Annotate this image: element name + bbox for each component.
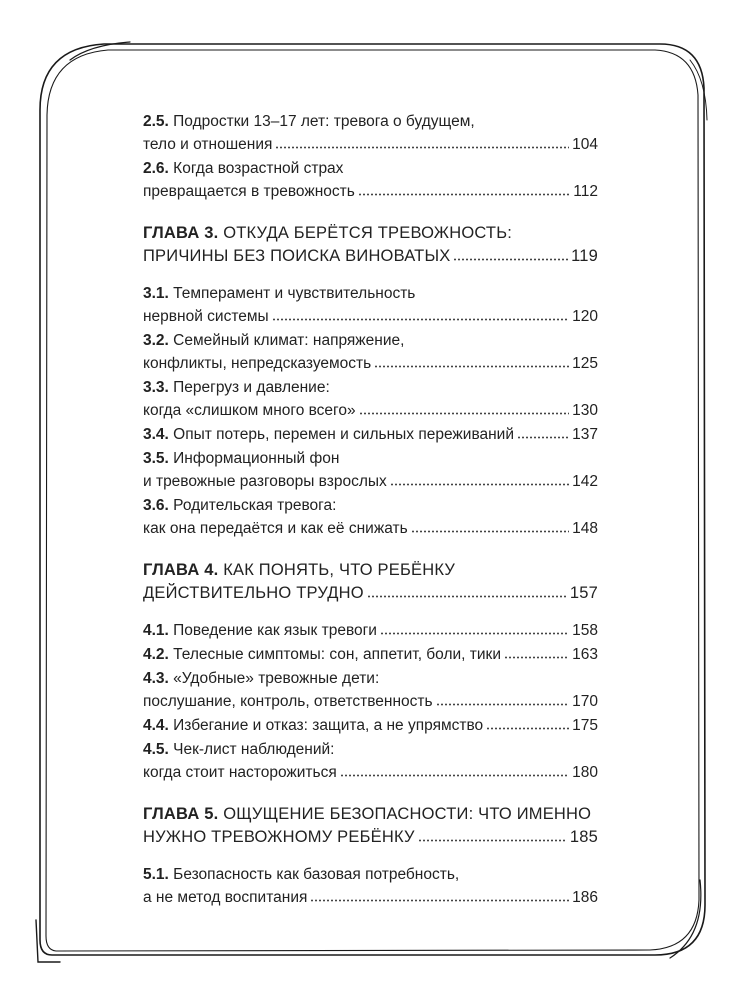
toc-page-number: 130 bbox=[572, 402, 598, 419]
toc-entry-line bbox=[143, 582, 598, 605]
toc-section-entry bbox=[143, 738, 598, 784]
toc-chapter-entry bbox=[143, 803, 598, 849]
dot-leader bbox=[390, 483, 569, 486]
toc-entry-number: 3.3. bbox=[143, 379, 169, 396]
toc-entry-number: ГЛАВА 4. bbox=[143, 561, 219, 579]
toc-entry-number: 3.2. bbox=[143, 332, 169, 349]
dot-leader bbox=[340, 774, 569, 777]
toc-entry-title: Чек-лист наблюдений: bbox=[168, 741, 335, 758]
toc-entry-line bbox=[143, 761, 598, 784]
toc-entry-number: 3.1. bbox=[143, 285, 169, 302]
dot-leader bbox=[359, 412, 570, 415]
toc-entry-title: ОЩУЩЕНИЕ БЕЗОПАСНОСТИ: ЧТО ИМЕННО bbox=[218, 805, 592, 823]
toc-section-entry bbox=[143, 667, 598, 713]
toc-entry-title-continued: послушание, контроль, ответственность bbox=[143, 693, 433, 710]
dot-leader bbox=[418, 839, 567, 842]
toc-entry-title-continued: а не метод воспитания bbox=[143, 889, 308, 906]
toc-entry-line bbox=[143, 423, 598, 446]
toc-entry-line bbox=[143, 399, 598, 422]
dot-leader bbox=[517, 436, 569, 439]
dot-leader bbox=[374, 365, 569, 368]
toc-entry-title: Когда возрастной страх bbox=[168, 160, 344, 177]
toc-entry-line bbox=[143, 110, 598, 133]
dot-leader bbox=[411, 530, 569, 533]
toc-entry-title: «Удобные» тревожные дети: bbox=[168, 670, 380, 687]
toc-entry-title-continued: ДЕЙСТВИТЕЛЬНО ТРУДНО bbox=[143, 584, 364, 602]
dot-leader bbox=[310, 899, 569, 902]
toc-entry-number: 2.5. bbox=[143, 113, 169, 130]
toc-entry-number: 3.4. bbox=[143, 426, 169, 443]
toc-entry-title-continued: и тревожные разговоры взрослых bbox=[143, 473, 387, 490]
toc-entry-title-continued: когда стоит насторожиться bbox=[143, 764, 337, 781]
toc-entry-number: ГЛАВА 3. bbox=[143, 224, 219, 242]
toc-entry-number: ГЛАВА 5. bbox=[143, 805, 219, 823]
toc-entry-line bbox=[143, 826, 598, 849]
dot-leader bbox=[367, 595, 567, 598]
toc-entry-title-continued: нервной системы bbox=[143, 308, 269, 325]
toc-chapter-entry bbox=[143, 222, 598, 268]
toc-page-number: 104 bbox=[572, 136, 598, 153]
toc-entry-number: 2.6. bbox=[143, 160, 169, 177]
toc-entry-title-continued: ПРИЧИНЫ БЕЗ ПОИСКА ВИНОВАТЫХ bbox=[143, 247, 451, 265]
toc-page-number: 125 bbox=[572, 355, 598, 372]
toc-entry-title: ОТКУДА БЕРЁТСЯ ТРЕВОЖНОСТЬ: bbox=[218, 224, 513, 242]
toc-entry-title-continued: как она передаётся и как её снижать bbox=[143, 520, 408, 537]
toc-entry-number: 4.5. bbox=[143, 741, 169, 758]
toc-section-entry bbox=[143, 423, 598, 446]
toc-section-entry bbox=[143, 863, 598, 909]
toc-entry-line bbox=[143, 447, 598, 470]
toc-entry-line bbox=[143, 714, 598, 737]
toc-entry-line bbox=[143, 619, 598, 642]
toc-entry-line bbox=[143, 133, 598, 156]
toc-section-entry bbox=[143, 494, 598, 540]
dot-leader bbox=[275, 146, 569, 149]
toc-entry-title: Темперамент и чувствительность bbox=[168, 285, 416, 302]
toc-entry-title: Родительская тревога: bbox=[168, 497, 337, 514]
toc-entry-title: Подростки 13–17 лет: тревога о будущем, bbox=[168, 113, 475, 130]
toc-page-number: 119 bbox=[571, 247, 598, 265]
dot-leader bbox=[504, 656, 569, 659]
toc-page-number: 142 bbox=[572, 473, 598, 490]
toc-entry-line bbox=[143, 305, 598, 328]
toc-page-number: 120 bbox=[572, 308, 598, 325]
toc-entry-line bbox=[143, 738, 598, 761]
toc-page-number: 180 bbox=[572, 764, 598, 781]
toc-section-entry bbox=[143, 643, 598, 666]
toc-page-number: 163 bbox=[572, 646, 598, 663]
toc-page-number: 175 bbox=[572, 717, 598, 734]
toc-entry-title: Информационный фон bbox=[168, 450, 340, 467]
toc-entry-title-continued: тело и отношения bbox=[143, 136, 273, 153]
toc-entry-number: 3.6. bbox=[143, 497, 169, 514]
toc-entry-line bbox=[143, 886, 598, 909]
toc-entry-title: Перегруз и давление: bbox=[168, 379, 330, 396]
toc-entry-line bbox=[143, 470, 598, 493]
toc-entry-number: 4.4. bbox=[143, 717, 169, 734]
toc-entry-title: Поведение как язык тревоги bbox=[168, 622, 377, 639]
toc-entry-line bbox=[143, 690, 598, 713]
toc-entry-line bbox=[143, 494, 598, 517]
toc-entry-title: КАК ПОНЯТЬ, ЧТО РЕБЁНКУ bbox=[218, 561, 456, 579]
toc-entry-line bbox=[143, 559, 598, 582]
toc-entry-title-continued: конфликты, непредсказуемость bbox=[143, 355, 372, 372]
toc-entry-title: Избегание и отказ: защита, а не упрямство bbox=[168, 717, 484, 734]
toc-entry-title: Опыт потерь, перемен и сильных переживаний bbox=[168, 426, 514, 443]
toc-entry-number: 4.2. bbox=[143, 646, 169, 663]
toc-entry-line bbox=[143, 667, 598, 690]
dot-leader bbox=[486, 727, 569, 730]
toc-page-number: 157 bbox=[569, 584, 598, 602]
toc-section-entry bbox=[143, 282, 598, 328]
toc-entry-line bbox=[143, 282, 598, 305]
toc-entry-number: 4.3. bbox=[143, 670, 169, 687]
toc-page-number: 137 bbox=[572, 426, 598, 443]
toc-entry-line bbox=[143, 517, 598, 540]
toc-entry-line bbox=[143, 245, 598, 268]
toc-page-number: 158 bbox=[572, 622, 598, 639]
toc-section-entry bbox=[143, 619, 598, 642]
toc-entry-title: Безопасность как базовая потребность, bbox=[168, 866, 460, 883]
toc-entry-title-continued: когда «слишком много всего» bbox=[143, 402, 356, 419]
dot-leader bbox=[380, 632, 569, 635]
toc-entry-line bbox=[143, 329, 598, 352]
dot-leader bbox=[453, 258, 568, 261]
toc-section-entry bbox=[143, 110, 598, 156]
toc-page-number: 186 bbox=[572, 889, 598, 906]
toc-entry-title: Семейный климат: напряжение, bbox=[168, 332, 405, 349]
toc-entry-title: Телесные симптомы: сон, аппетит, боли, тики bbox=[168, 646, 501, 663]
toc-entry-number: 5.1. bbox=[143, 866, 169, 883]
toc-entry-title-continued: НУЖНО ТРЕВОЖНОМУ РЕБЁНКУ bbox=[143, 828, 415, 846]
table-of-contents bbox=[143, 110, 598, 909]
toc-entry-line bbox=[143, 222, 598, 245]
toc-entry-line bbox=[143, 643, 598, 666]
toc-entry-number: 3.5. bbox=[143, 450, 169, 467]
toc-page-number: 185 bbox=[569, 828, 598, 846]
toc-section-entry bbox=[143, 376, 598, 422]
toc-chapter-entry bbox=[143, 559, 598, 605]
dot-leader bbox=[436, 703, 570, 706]
toc-section-entry bbox=[143, 329, 598, 375]
toc-entry-line bbox=[143, 376, 598, 399]
dot-leader bbox=[358, 193, 570, 196]
dot-leader bbox=[272, 318, 569, 321]
toc-entry-line bbox=[143, 863, 598, 886]
toc-page-number: 148 bbox=[572, 520, 598, 537]
toc-entry-line bbox=[143, 180, 598, 203]
toc-section-entry bbox=[143, 447, 598, 493]
toc-section-entry bbox=[143, 157, 598, 203]
toc-entry-number: 4.1. bbox=[143, 622, 169, 639]
toc-section-entry bbox=[143, 714, 598, 737]
toc-entry-line bbox=[143, 352, 598, 375]
toc-entry-line bbox=[143, 157, 598, 180]
toc-page-number: 112 bbox=[573, 183, 598, 200]
toc-page-number: 170 bbox=[572, 693, 598, 710]
toc-entry-line bbox=[143, 803, 598, 826]
toc-entry-title-continued: превращается в тревожность bbox=[143, 183, 355, 200]
